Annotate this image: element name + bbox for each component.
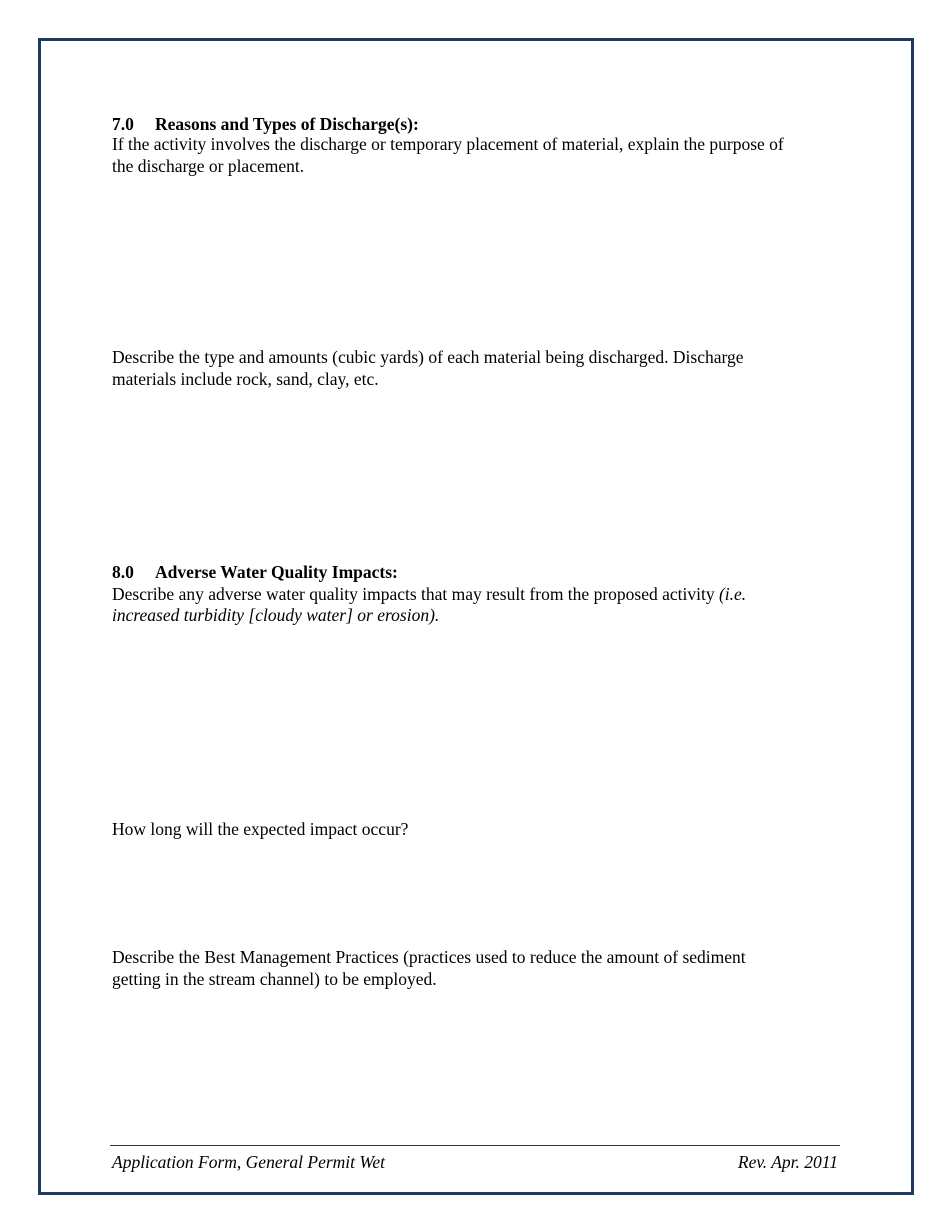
question-purpose-line1: If the activity involves the discharge or temporary placement of material, explain the purpose of bbox=[112, 134, 784, 154]
question-text: Describe any adverse water quality impacts that may result from the proposed activity bbox=[112, 584, 719, 604]
section-number: 8.0 bbox=[112, 562, 134, 582]
question-impacts-line2: increased turbidity [cloudy water] or erosion). bbox=[112, 605, 440, 625]
question-bmp-line2: getting in the stream channel) to be employed. bbox=[112, 969, 437, 989]
section-title: Adverse Water Quality Impacts: bbox=[155, 562, 398, 582]
question-materials-line2: materials include rock, sand, clay, etc. bbox=[112, 369, 379, 389]
section-title: Reasons and Types of Discharge(s): bbox=[155, 114, 419, 134]
section-7-heading bbox=[112, 113, 842, 135]
question-purpose-line2: the discharge or placement. bbox=[112, 156, 305, 176]
footer-divider bbox=[110, 1145, 840, 1146]
question-example: (i.e. bbox=[718, 584, 747, 604]
question-duration: How long will the expected impact occur? bbox=[112, 819, 409, 839]
question-impacts-line1 bbox=[112, 583, 842, 605]
footer-revision: Rev. Apr. 2011 bbox=[737, 1152, 838, 1172]
section-number: 7.0 bbox=[112, 114, 134, 134]
question-bmp-line1: Describe the Best Management Practices (practices used to reduce the amount of sediment bbox=[112, 947, 746, 967]
footer-form-title: Application Form, General Permit Wet bbox=[112, 1152, 385, 1172]
question-materials-line1: Describe the type and amounts (cubic yards) of each material being discharged. Discharge bbox=[112, 347, 744, 367]
section-8-heading bbox=[112, 561, 842, 583]
